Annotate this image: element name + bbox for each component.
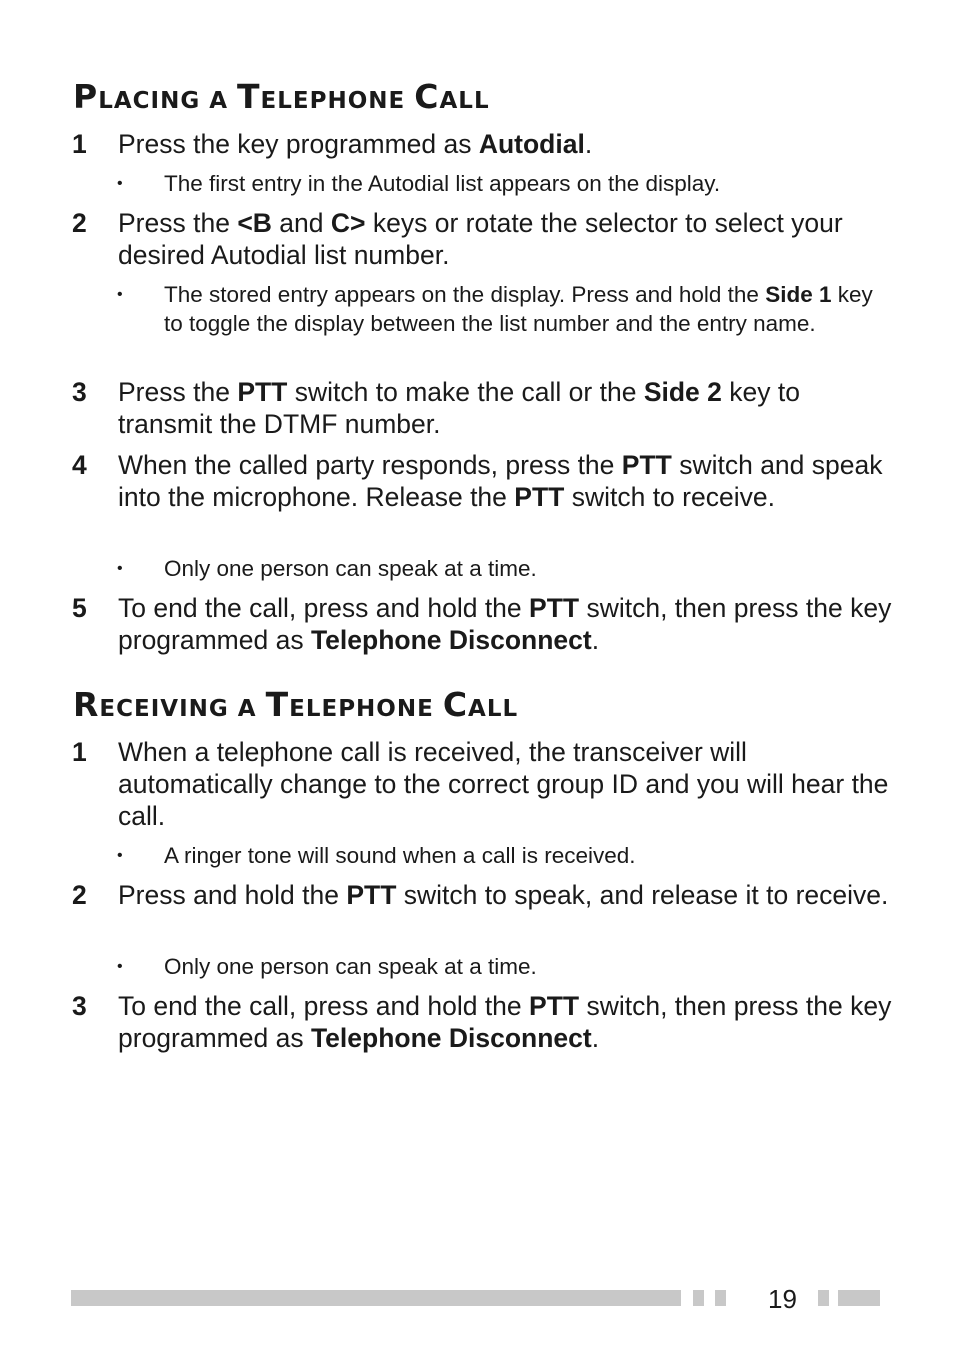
- note-text: The first entry in the Autodial list appears on the display.: [164, 171, 721, 196]
- bullet-icon: •: [117, 958, 123, 975]
- bullet-icon: •: [117, 560, 123, 577]
- step-placing-1: [72, 128, 892, 160]
- step-number: 5: [72, 593, 87, 623]
- step-number: 3: [72, 377, 87, 407]
- footer-bar-left: [71, 1290, 681, 1306]
- footer-bar-right: [838, 1290, 880, 1306]
- step-placing-4: [72, 449, 892, 513]
- note-text: Only one person can speak at a time.: [164, 954, 537, 979]
- step-placing-5: [72, 592, 892, 656]
- step-number: 2: [72, 208, 87, 238]
- note-placing-2: [117, 280, 877, 338]
- step-number: 1: [72, 129, 87, 159]
- step-text: When the called party responds, press the PTT switch and speak into the microphone. Release the PTT switch to receive.: [118, 450, 883, 512]
- section-heading-placing-call: PLACING A TELEPHONE CALL: [73, 77, 490, 116]
- section-heading-receiving-call: RECEIVING A TELEPHONE CALL: [73, 685, 519, 724]
- footer-block: [715, 1290, 726, 1306]
- step-number: 4: [72, 450, 87, 480]
- bullet-icon: •: [117, 286, 123, 303]
- step-text: Press the key programmed as Autodial.: [118, 129, 593, 159]
- step-number: 1: [72, 737, 87, 767]
- step-number: 2: [72, 880, 87, 910]
- step-text: Press the PTT switch to make the call or the Side 2 key to transmit the DTMF number.: [118, 377, 800, 439]
- bullet-icon: •: [117, 175, 123, 192]
- step-text: To end the call, press and hold the PTT switch, then press the key programmed as Telephone Disconnect.: [118, 593, 892, 655]
- step-receiving-2: [72, 879, 892, 911]
- note-placing-3: [117, 554, 877, 583]
- step-receiving-1: [72, 736, 892, 832]
- note-receiving-1: [117, 841, 877, 870]
- note-receiving-2: [117, 952, 877, 981]
- step-text: To end the call, press and hold the PTT switch, then press the key programmed as Telephone Disconnect.: [118, 991, 892, 1053]
- note-placing-1: [117, 169, 877, 198]
- step-number: 3: [72, 991, 87, 1021]
- step-placing-2: [72, 207, 892, 271]
- step-receiving-3: [72, 990, 892, 1054]
- footer-block: [818, 1290, 829, 1306]
- page-number: 19: [768, 1284, 797, 1314]
- step-text: Press and hold the PTT switch to speak, and release it to receive.: [118, 880, 889, 910]
- footer-block: [693, 1290, 704, 1306]
- bullet-icon: •: [117, 847, 123, 864]
- note-text: A ringer tone will sound when a call is received.: [164, 843, 636, 868]
- step-placing-3: [72, 376, 892, 440]
- note-text: The stored entry appears on the display. Press and hold the Side 1 key to toggle the display between the list number and the entry name.: [164, 282, 873, 336]
- note-text: Only one person can speak at a time.: [164, 556, 537, 581]
- step-text: When a telephone call is received, the transceiver will automatically change to the correct group ID and you will hear the call.: [118, 737, 889, 831]
- step-text: Press the <B and C> keys or rotate the selector to select your desired Autodial list number.: [118, 208, 843, 270]
